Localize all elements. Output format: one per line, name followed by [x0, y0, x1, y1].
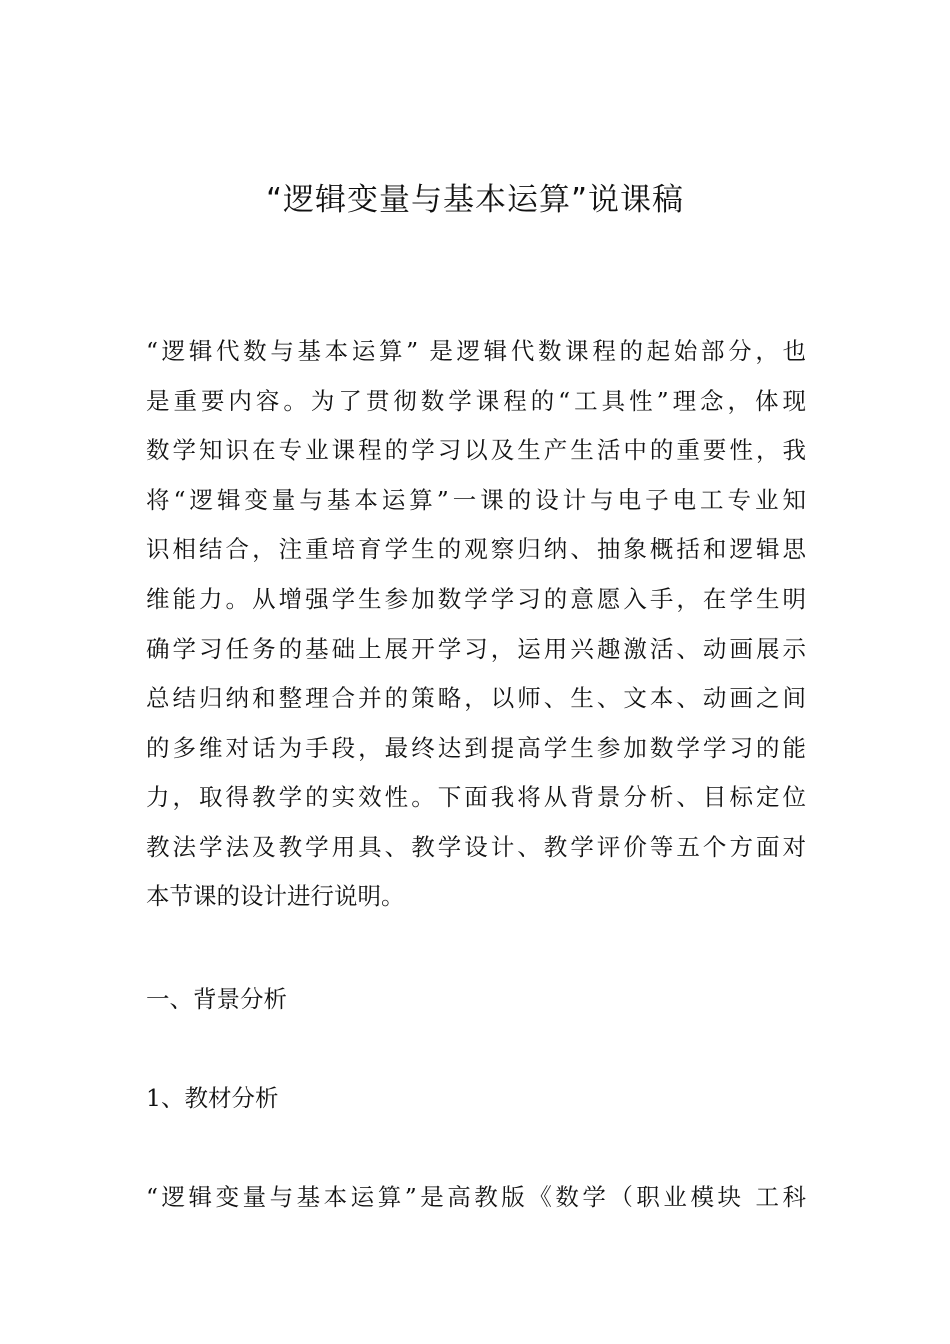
- paragraph-line: 总结归纳和整理合并的策略，以师、生、文本、动画之间: [146, 684, 806, 712]
- paragraph-line: 识相结合，注重培育学生的观察归纳、抽象概括和逻辑思: [146, 535, 806, 563]
- paragraph-line: 教法学法及教学用具、教学设计、教学评价等五个方面对: [146, 833, 806, 861]
- paragraph-line: 将“逻辑变量与基本运算”一课的设计与电子电工专业知: [146, 486, 806, 514]
- document-title: “逻辑变量与基本运算”说课稿: [265, 182, 685, 218]
- paragraph-line: 力，取得教学的实效性。下面我将从背景分析、目标定位: [146, 783, 806, 811]
- paragraph-line: 的多维对话为手段，最终达到提高学生参加数学学习的能: [146, 734, 806, 762]
- section-heading: 一、背景分析: [146, 985, 287, 1013]
- paragraph-line: “逻辑变量与基本运算”是高教版《数学（职业模块 工科: [146, 1183, 806, 1211]
- paragraph-line: 是重要内容。为了贯彻数学课程的“工具性”理念，体现: [146, 387, 806, 415]
- paragraph-line: 本节课的设计进行说明。: [146, 882, 405, 910]
- subsection-heading: 1、教材分析: [146, 1084, 279, 1112]
- paragraph-line: 确学习任务的基础上展开学习，运用兴趣激活、动画展示: [146, 635, 806, 663]
- paragraph-line: 维能力。从增强学生参加数学学习的意愿入手，在学生明: [146, 585, 806, 613]
- paragraph-line: “逻辑代数与基本运算” 是逻辑代数课程的起始部分，也: [146, 337, 806, 365]
- paragraph-line: 数学知识在专业课程的学习以及生产生活中的重要性，我: [146, 436, 806, 464]
